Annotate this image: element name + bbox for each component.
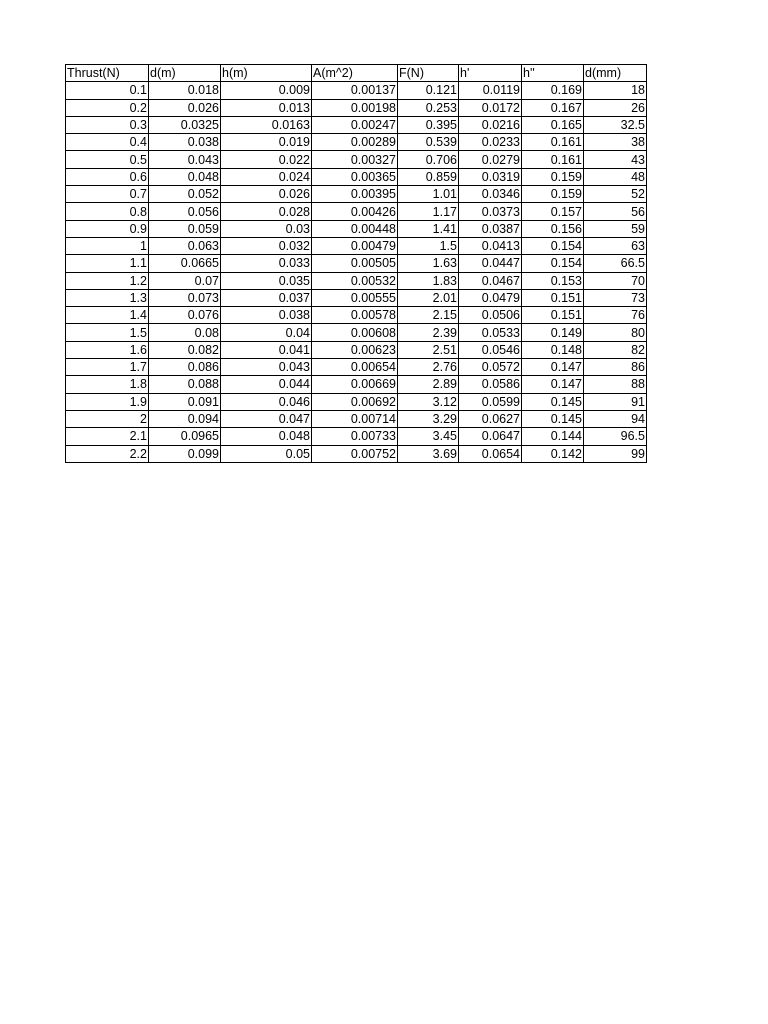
thrust-cell: 0.8 — [66, 203, 149, 220]
d-mm-cell: 63 — [584, 237, 647, 254]
d-m-cell: 0.094 — [149, 410, 221, 427]
d-m-cell: 0.0325 — [149, 116, 221, 133]
h-double-prime-cell: 0.151 — [522, 289, 584, 306]
d-m-cell: 0.088 — [149, 376, 221, 393]
d-mm-cell: 70 — [584, 272, 647, 289]
d-m-cell: 0.059 — [149, 220, 221, 237]
area-cell: 0.00327 — [312, 151, 398, 168]
d-m-cell: 0.076 — [149, 307, 221, 324]
table-row — [66, 341, 647, 358]
thrust-cell: 0.6 — [66, 168, 149, 185]
d-mm-cell: 88 — [584, 376, 647, 393]
header-row — [66, 65, 647, 82]
h-double-prime-cell: 0.157 — [522, 203, 584, 220]
thrust-cell: 0.7 — [66, 186, 149, 203]
table-row — [66, 82, 647, 99]
d-mm-cell: 86 — [584, 359, 647, 376]
h-double-prime-cell: 0.167 — [522, 99, 584, 116]
force-cell: 1.63 — [398, 255, 459, 272]
h-double-prime-cell: 0.147 — [522, 376, 584, 393]
force-cell: 0.121 — [398, 82, 459, 99]
h-m-cell: 0.046 — [221, 393, 312, 410]
area-cell: 0.00692 — [312, 393, 398, 410]
thrust-cell: 1.1 — [66, 255, 149, 272]
thrust-cell: 0.4 — [66, 134, 149, 151]
h-prime-cell: 0.0119 — [459, 82, 522, 99]
d-mm-cell: 43 — [584, 151, 647, 168]
h-m-cell: 0.035 — [221, 272, 312, 289]
d-m-cell: 0.018 — [149, 82, 221, 99]
thrust-cell: 1.8 — [66, 376, 149, 393]
d-m-cell: 0.086 — [149, 359, 221, 376]
force-cell: 1.17 — [398, 203, 459, 220]
area-cell: 0.00479 — [312, 237, 398, 254]
area-cell: 0.00426 — [312, 203, 398, 220]
h-m-cell: 0.019 — [221, 134, 312, 151]
table-row — [66, 272, 647, 289]
area-cell: 0.00714 — [312, 410, 398, 427]
table-row — [66, 134, 647, 151]
h-prime-cell: 0.0413 — [459, 237, 522, 254]
d-mm-cell: 26 — [584, 99, 647, 116]
h-m-cell: 0.047 — [221, 410, 312, 427]
force-cell: 3.12 — [398, 393, 459, 410]
h-prime-cell: 0.0572 — [459, 359, 522, 376]
table-row — [66, 237, 647, 254]
h-double-prime-cell: 0.161 — [522, 134, 584, 151]
force-cell: 1.83 — [398, 272, 459, 289]
h-m-cell: 0.032 — [221, 237, 312, 254]
h-m-cell: 0.038 — [221, 307, 312, 324]
d-m-cell: 0.08 — [149, 324, 221, 341]
area-cell: 0.00395 — [312, 186, 398, 203]
h-prime-cell: 0.0467 — [459, 272, 522, 289]
thrust-cell: 1.5 — [66, 324, 149, 341]
h-double-prime-cell: 0.142 — [522, 445, 584, 462]
d-m-cell: 0.063 — [149, 237, 221, 254]
header-force: F(N) — [398, 65, 459, 82]
h-double-prime-cell: 0.154 — [522, 255, 584, 272]
header-thrust: Thrust(N) — [66, 65, 149, 82]
thrust-cell: 1.4 — [66, 307, 149, 324]
force-cell: 2.76 — [398, 359, 459, 376]
h-m-cell: 0.009 — [221, 82, 312, 99]
force-cell: 1.41 — [398, 220, 459, 237]
h-m-cell: 0.043 — [221, 359, 312, 376]
h-double-prime-cell: 0.169 — [522, 82, 584, 99]
area-cell: 0.00137 — [312, 82, 398, 99]
area-cell: 0.00752 — [312, 445, 398, 462]
area-cell: 0.00505 — [312, 255, 398, 272]
d-m-cell: 0.038 — [149, 134, 221, 151]
force-cell: 0.859 — [398, 168, 459, 185]
d-m-cell: 0.073 — [149, 289, 221, 306]
area-cell: 0.00532 — [312, 272, 398, 289]
h-prime-cell: 0.0546 — [459, 341, 522, 358]
table-row — [66, 186, 647, 203]
h-double-prime-cell: 0.147 — [522, 359, 584, 376]
table-row — [66, 307, 647, 324]
h-double-prime-cell: 0.148 — [522, 341, 584, 358]
table-row — [66, 393, 647, 410]
force-cell: 0.253 — [398, 99, 459, 116]
d-mm-cell: 82 — [584, 341, 647, 358]
area-cell: 0.00247 — [312, 116, 398, 133]
d-mm-cell: 73 — [584, 289, 647, 306]
force-cell: 0.395 — [398, 116, 459, 133]
header-h-double-prime: h'' — [522, 65, 584, 82]
force-cell: 2.51 — [398, 341, 459, 358]
h-m-cell: 0.028 — [221, 203, 312, 220]
force-cell: 2.89 — [398, 376, 459, 393]
h-prime-cell: 0.0373 — [459, 203, 522, 220]
thrust-cell: 1 — [66, 237, 149, 254]
force-cell: 3.69 — [398, 445, 459, 462]
d-m-cell: 0.099 — [149, 445, 221, 462]
d-mm-cell: 59 — [584, 220, 647, 237]
h-double-prime-cell: 0.145 — [522, 410, 584, 427]
thrust-cell: 0.3 — [66, 116, 149, 133]
area-cell: 0.00555 — [312, 289, 398, 306]
h-double-prime-cell: 0.151 — [522, 307, 584, 324]
thrust-cell: 1.2 — [66, 272, 149, 289]
h-double-prime-cell: 0.159 — [522, 168, 584, 185]
area-cell: 0.00733 — [312, 428, 398, 445]
h-prime-cell: 0.0654 — [459, 445, 522, 462]
table-row — [66, 203, 647, 220]
table-row — [66, 376, 647, 393]
h-m-cell: 0.05 — [221, 445, 312, 462]
h-m-cell: 0.0163 — [221, 116, 312, 133]
d-mm-cell: 18 — [584, 82, 647, 99]
d-mm-cell: 80 — [584, 324, 647, 341]
h-prime-cell: 0.0447 — [459, 255, 522, 272]
h-m-cell: 0.03 — [221, 220, 312, 237]
h-prime-cell: 0.0346 — [459, 186, 522, 203]
thrust-cell: 0.2 — [66, 99, 149, 116]
table-row — [66, 99, 647, 116]
h-double-prime-cell: 0.144 — [522, 428, 584, 445]
h-m-cell: 0.033 — [221, 255, 312, 272]
thrust-cell: 1.3 — [66, 289, 149, 306]
force-cell: 2.01 — [398, 289, 459, 306]
thrust-cell: 2 — [66, 410, 149, 427]
h-prime-cell: 0.0216 — [459, 116, 522, 133]
h-double-prime-cell: 0.156 — [522, 220, 584, 237]
h-prime-cell: 0.0233 — [459, 134, 522, 151]
h-prime-cell: 0.0479 — [459, 289, 522, 306]
force-cell: 1.01 — [398, 186, 459, 203]
h-prime-cell: 0.0279 — [459, 151, 522, 168]
h-double-prime-cell: 0.154 — [522, 237, 584, 254]
h-prime-cell: 0.0647 — [459, 428, 522, 445]
thrust-cell: 2.1 — [66, 428, 149, 445]
d-m-cell: 0.0965 — [149, 428, 221, 445]
area-cell: 0.00578 — [312, 307, 398, 324]
h-m-cell: 0.048 — [221, 428, 312, 445]
d-m-cell: 0.091 — [149, 393, 221, 410]
h-prime-cell: 0.0172 — [459, 99, 522, 116]
d-mm-cell: 52 — [584, 186, 647, 203]
force-cell: 2.15 — [398, 307, 459, 324]
area-cell: 0.00669 — [312, 376, 398, 393]
data-table — [65, 64, 647, 463]
table-row — [66, 410, 647, 427]
force-cell: 3.29 — [398, 410, 459, 427]
d-m-cell: 0.0665 — [149, 255, 221, 272]
h-prime-cell: 0.0506 — [459, 307, 522, 324]
force-cell: 3.45 — [398, 428, 459, 445]
table-row — [66, 220, 647, 237]
force-cell: 0.539 — [398, 134, 459, 151]
d-mm-cell: 48 — [584, 168, 647, 185]
d-m-cell: 0.082 — [149, 341, 221, 358]
d-mm-cell: 32.5 — [584, 116, 647, 133]
thrust-cell: 1.7 — [66, 359, 149, 376]
table-row — [66, 359, 647, 376]
d-mm-cell: 96.5 — [584, 428, 647, 445]
area-cell: 0.00448 — [312, 220, 398, 237]
d-mm-cell: 56 — [584, 203, 647, 220]
h-double-prime-cell: 0.145 — [522, 393, 584, 410]
thrust-cell: 0.9 — [66, 220, 149, 237]
h-m-cell: 0.013 — [221, 99, 312, 116]
table-row — [66, 445, 647, 462]
thrust-cell: 1.9 — [66, 393, 149, 410]
h-prime-cell: 0.0533 — [459, 324, 522, 341]
d-mm-cell: 99 — [584, 445, 647, 462]
d-m-cell: 0.026 — [149, 99, 221, 116]
h-prime-cell: 0.0586 — [459, 376, 522, 393]
thrust-cell: 1.6 — [66, 341, 149, 358]
h-m-cell: 0.04 — [221, 324, 312, 341]
area-cell: 0.00608 — [312, 324, 398, 341]
d-m-cell: 0.043 — [149, 151, 221, 168]
h-m-cell: 0.041 — [221, 341, 312, 358]
table-row — [66, 116, 647, 133]
d-m-cell: 0.056 — [149, 203, 221, 220]
area-cell: 0.00654 — [312, 359, 398, 376]
table-row — [66, 324, 647, 341]
table-row — [66, 428, 647, 445]
h-double-prime-cell: 0.165 — [522, 116, 584, 133]
force-cell: 1.5 — [398, 237, 459, 254]
table-row — [66, 289, 647, 306]
table-row — [66, 255, 647, 272]
d-m-cell: 0.048 — [149, 168, 221, 185]
thrust-cell: 0.5 — [66, 151, 149, 168]
d-mm-cell: 38 — [584, 134, 647, 151]
h-double-prime-cell: 0.161 — [522, 151, 584, 168]
header-d-m: d(m) — [149, 65, 221, 82]
d-m-cell: 0.07 — [149, 272, 221, 289]
h-m-cell: 0.022 — [221, 151, 312, 168]
h-prime-cell: 0.0319 — [459, 168, 522, 185]
area-cell: 0.00289 — [312, 134, 398, 151]
d-mm-cell: 91 — [584, 393, 647, 410]
thrust-cell: 2.2 — [66, 445, 149, 462]
header-h-prime: h' — [459, 65, 522, 82]
force-cell: 0.706 — [398, 151, 459, 168]
d-mm-cell: 94 — [584, 410, 647, 427]
area-cell: 0.00365 — [312, 168, 398, 185]
header-area: A(m^2) — [312, 65, 398, 82]
area-cell: 0.00623 — [312, 341, 398, 358]
h-m-cell: 0.026 — [221, 186, 312, 203]
h-prime-cell: 0.0627 — [459, 410, 522, 427]
h-double-prime-cell: 0.153 — [522, 272, 584, 289]
d-mm-cell: 76 — [584, 307, 647, 324]
header-d-mm: d(mm) — [584, 65, 647, 82]
d-m-cell: 0.052 — [149, 186, 221, 203]
thrust-cell: 0.1 — [66, 82, 149, 99]
h-m-cell: 0.024 — [221, 168, 312, 185]
area-cell: 0.00198 — [312, 99, 398, 116]
h-double-prime-cell: 0.159 — [522, 186, 584, 203]
d-mm-cell: 66.5 — [584, 255, 647, 272]
h-prime-cell: 0.0387 — [459, 220, 522, 237]
table-row — [66, 151, 647, 168]
force-cell: 2.39 — [398, 324, 459, 341]
h-prime-cell: 0.0599 — [459, 393, 522, 410]
h-m-cell: 0.044 — [221, 376, 312, 393]
table-row — [66, 168, 647, 185]
h-m-cell: 0.037 — [221, 289, 312, 306]
h-double-prime-cell: 0.149 — [522, 324, 584, 341]
header-h-m: h(m) — [221, 65, 312, 82]
